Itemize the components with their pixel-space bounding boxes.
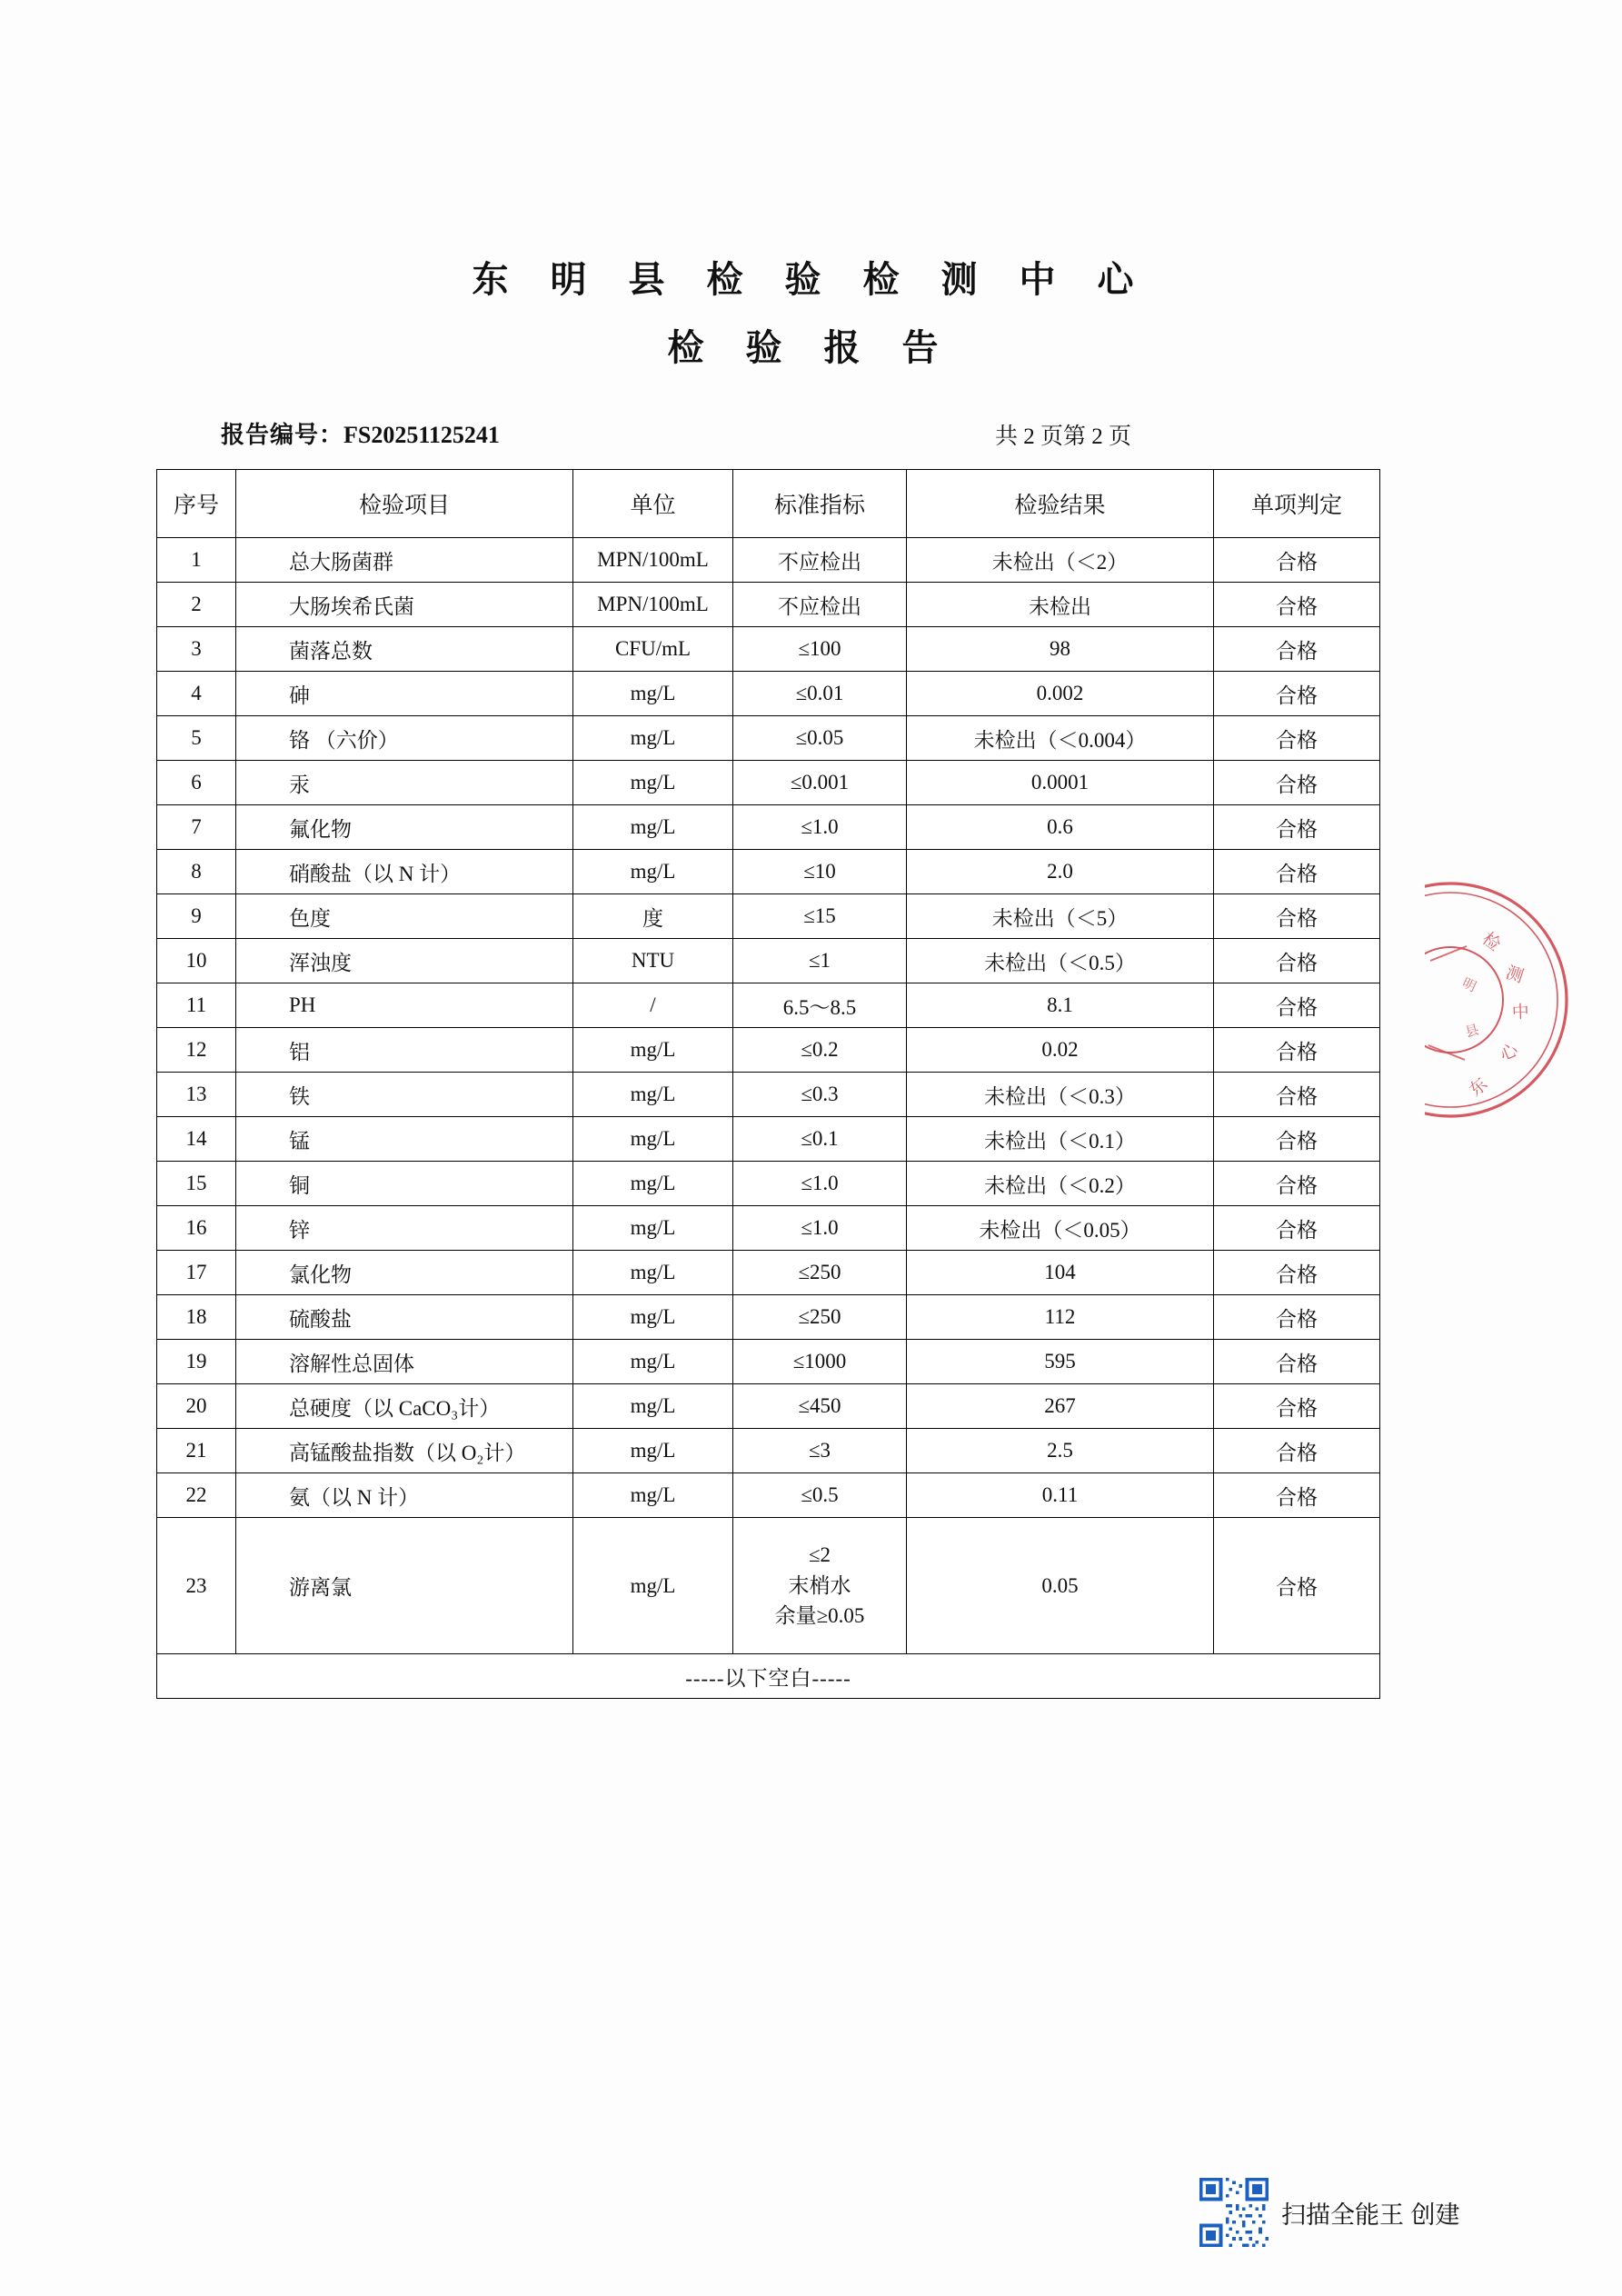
cell-std <box>733 1518 907 1654</box>
cell-judge: 合格 <box>1214 1206 1380 1251</box>
cell-no: 22 <box>157 1473 236 1518</box>
cell-std: ≤100 <box>733 627 907 672</box>
cell-item: 总硬度（以 CaCO₃计） <box>236 1384 573 1429</box>
cell-no: 2 <box>157 583 236 627</box>
cell-unit: mg/L <box>573 716 733 761</box>
col-header-item: 检验项目 <box>236 470 573 538</box>
col-header-unit: 单位 <box>573 470 733 538</box>
cell-judge: 合格 <box>1214 1340 1380 1384</box>
results-table-wrapper <box>156 469 1374 1699</box>
cell-no: 10 <box>157 939 236 983</box>
cell-std: ≤0.001 <box>733 761 907 805</box>
cell-no: 8 <box>157 850 236 894</box>
cell-result: 98 <box>907 627 1214 672</box>
cell-std: ≤0.3 <box>733 1073 907 1117</box>
cell-std: ≤0.2 <box>733 1028 907 1073</box>
cell-std: ≤0.1 <box>733 1117 907 1162</box>
cell-judge: 合格 <box>1214 983 1380 1028</box>
scan-watermark-label: 扫描全能王 创建 <box>1281 2201 1460 2229</box>
cell-result: 0.6 <box>907 805 1214 850</box>
cell-unit: mg/L <box>573 1295 733 1340</box>
cell-unit: mg/L <box>573 805 733 850</box>
cell-no: 9 <box>157 894 236 939</box>
cell-judge: 合格 <box>1214 1473 1380 1518</box>
cell-no: 23 <box>157 1518 236 1654</box>
cell-no: 3 <box>157 627 236 672</box>
cell-unit: mg/L <box>573 1518 733 1654</box>
svg-text:明: 明 <box>1459 976 1478 995</box>
cell-item: 铝 <box>236 1028 573 1073</box>
cell-judge: 合格 <box>1214 850 1380 894</box>
table-row <box>157 672 1380 716</box>
cell-result: 未检出（＜0.05） <box>907 1206 1214 1251</box>
cell-item: 铜 <box>236 1162 573 1206</box>
table-row <box>157 1162 1380 1206</box>
table-header <box>157 470 1380 538</box>
cell-judge: 合格 <box>1214 627 1380 672</box>
results-table <box>156 469 1380 1699</box>
cell-unit: mg/L <box>573 1340 733 1384</box>
cell-judge: 合格 <box>1214 1518 1380 1654</box>
cell-result: 112 <box>907 1295 1214 1340</box>
cell-no: 16 <box>157 1206 236 1251</box>
cell-std: ≤1 <box>733 939 907 983</box>
cell-item: 浑浊度 <box>236 939 573 983</box>
cell-result: 8.1 <box>907 983 1214 1028</box>
col-header-no: 序号 <box>157 470 236 538</box>
cell-unit: mg/L <box>573 1162 733 1206</box>
cell-judge: 合格 <box>1214 805 1380 850</box>
table-row <box>157 1340 1380 1384</box>
cell-no: 4 <box>157 672 236 716</box>
cell-item: PH <box>236 983 573 1028</box>
cell-item: 汞 <box>236 761 573 805</box>
cell-judge: 合格 <box>1214 538 1380 583</box>
svg-text:县: 县 <box>1463 1023 1481 1041</box>
cell-std: 6.5～8.5 <box>733 983 907 1028</box>
cell-item: 氯化物 <box>236 1251 573 1295</box>
table-row <box>157 1251 1380 1295</box>
cell-judge: 合格 <box>1214 1384 1380 1429</box>
report-number <box>221 416 500 450</box>
table-row <box>157 1073 1380 1117</box>
cell-result: 595 <box>907 1340 1214 1384</box>
cell-item: 色度 <box>236 894 573 939</box>
official-seal-icon <box>1425 859 1616 1141</box>
cell-unit: MPN/100mL <box>573 538 733 583</box>
cell-std: ≤250 <box>733 1295 907 1340</box>
cell-unit: mg/L <box>573 1384 733 1429</box>
cell-std: ≤1.0 <box>733 1206 907 1251</box>
cell-result: 0.11 <box>907 1473 1214 1518</box>
cell-std: 不应检出 <box>733 538 907 583</box>
table-row <box>157 538 1380 583</box>
cell-std-line: 末梢水 <box>788 1573 851 1597</box>
cell-unit: mg/L <box>573 1251 733 1295</box>
svg-text:测: 测 <box>1503 963 1527 987</box>
cell-result: 未检出（＜0.004） <box>907 716 1214 761</box>
table-footer-row <box>157 1654 1380 1699</box>
svg-text:中: 中 <box>1511 1003 1530 1023</box>
cell-item: 硝酸盐（以 N 计） <box>236 850 573 894</box>
cell-result: 267 <box>907 1384 1214 1429</box>
cell-item: 砷 <box>236 672 573 716</box>
cell-std: ≤15 <box>733 894 907 939</box>
cell-no: 20 <box>157 1384 236 1429</box>
cell-judge: 合格 <box>1214 939 1380 983</box>
cell-result: 未检出（＜0.5） <box>907 939 1214 983</box>
cell-result: 未检出（＜2） <box>907 538 1214 583</box>
cell-std-line: 余量≥0.05 <box>774 1604 865 1628</box>
cell-no: 15 <box>157 1162 236 1206</box>
cell-item: 溶解性总固体 <box>236 1340 573 1384</box>
cell-judge: 合格 <box>1214 672 1380 716</box>
cell-result: 0.002 <box>907 672 1214 716</box>
table-body <box>157 538 1380 1699</box>
cell-item: 高锰酸盐指数（以 O₂计） <box>236 1429 573 1473</box>
cell-std: 不应检出 <box>733 583 907 627</box>
cell-unit: mg/L <box>573 850 733 894</box>
cell-std: ≤10 <box>733 850 907 894</box>
cell-judge: 合格 <box>1214 1429 1380 1473</box>
report-number-value: FS20251125241 <box>343 422 500 448</box>
table-header-row <box>157 470 1380 538</box>
cell-result: 未检出 <box>907 583 1214 627</box>
cell-result: 0.0001 <box>907 761 1214 805</box>
table-row <box>157 627 1380 672</box>
cell-judge: 合格 <box>1214 1162 1380 1206</box>
cell-result: 未检出（＜0.3） <box>907 1073 1214 1117</box>
col-header-judge: 单项判定 <box>1214 470 1380 538</box>
cell-item: 硫酸盐 <box>236 1295 573 1340</box>
cell-std: ≤1.0 <box>733 1162 907 1206</box>
table-row <box>157 1295 1380 1340</box>
cell-judge: 合格 <box>1214 894 1380 939</box>
cell-judge: 合格 <box>1214 1295 1380 1340</box>
cell-result: 104 <box>907 1251 1214 1295</box>
cell-no: 13 <box>157 1073 236 1117</box>
table-row <box>157 1518 1380 1654</box>
cell-judge: 合格 <box>1214 583 1380 627</box>
table-row <box>157 1206 1380 1251</box>
org-title: 东 明 县 检 验 检 测 中 心 <box>472 259 1150 300</box>
cell-judge: 合格 <box>1214 761 1380 805</box>
cell-no: 12 <box>157 1028 236 1073</box>
cell-std: ≤0.05 <box>733 716 907 761</box>
cell-item: 锰 <box>236 1117 573 1162</box>
svg-text:东: 东 <box>1466 1074 1492 1101</box>
cell-unit: 度 <box>573 894 733 939</box>
cell-judge: 合格 <box>1214 716 1380 761</box>
cell-no: 21 <box>157 1429 236 1473</box>
cell-std: ≤3 <box>733 1429 907 1473</box>
cell-no: 6 <box>157 761 236 805</box>
cell-unit: mg/L <box>573 1028 733 1073</box>
cell-no: 11 <box>157 983 236 1028</box>
cell-result: 0.05 <box>907 1518 1214 1654</box>
table-row <box>157 1473 1380 1518</box>
table-row <box>157 894 1380 939</box>
cell-judge: 合格 <box>1214 1028 1380 1073</box>
cell-unit: mg/L <box>573 1117 733 1162</box>
cell-std: ≤1000 <box>733 1340 907 1384</box>
qr-code-icon <box>1199 2178 1269 2247</box>
page-count: 共 2 页第 2 页 <box>995 424 1132 449</box>
cell-item: 铁 <box>236 1073 573 1117</box>
cell-result: 未检出（＜5） <box>907 894 1214 939</box>
table-row <box>157 1117 1380 1162</box>
cell-result: 未检出（＜0.1） <box>907 1117 1214 1162</box>
cell-item: 氨（以 N 计） <box>236 1473 573 1518</box>
cell-std: ≤1.0 <box>733 805 907 850</box>
cell-judge: 合格 <box>1214 1117 1380 1162</box>
cell-item: 锌 <box>236 1206 573 1251</box>
cell-std: ≤0.5 <box>733 1473 907 1518</box>
cell-unit: mg/L <box>573 672 733 716</box>
cell-judge: 合格 <box>1214 1073 1380 1117</box>
cell-item: 游离氯 <box>236 1518 573 1654</box>
svg-text:心: 心 <box>1498 1041 1521 1065</box>
report-number-label: 报告编号： <box>221 422 344 448</box>
table-row <box>157 1028 1380 1073</box>
cell-judge: 合格 <box>1214 1251 1380 1295</box>
cell-item: 菌落总数 <box>236 627 573 672</box>
cell-unit: mg/L <box>573 1206 733 1251</box>
cell-item: 氟化物 <box>236 805 573 850</box>
cell-result: 2.0 <box>907 850 1214 894</box>
cell-unit: mg/L <box>573 1073 733 1117</box>
table-row <box>157 1429 1380 1473</box>
cell-unit: / <box>573 983 733 1028</box>
cell-unit: CFU/mL <box>573 627 733 672</box>
cell-std: ≤250 <box>733 1251 907 1295</box>
blank-note: -----以下空白----- <box>157 1654 1380 1699</box>
cell-unit: mg/L <box>573 1473 733 1518</box>
cell-result: 2.5 <box>907 1429 1214 1473</box>
cell-result: 0.02 <box>907 1028 1214 1073</box>
cell-no: 7 <box>157 805 236 850</box>
table-row <box>157 983 1380 1028</box>
col-header-result: 检验结果 <box>907 470 1214 538</box>
table-row <box>157 805 1380 850</box>
page-title: 检 验 报 告 <box>667 327 955 368</box>
cell-std: ≤0.01 <box>733 672 907 716</box>
cell-unit: MPN/100mL <box>573 583 733 627</box>
table-row <box>157 761 1380 805</box>
table-row <box>157 716 1380 761</box>
cell-item: 铬 （六价） <box>236 716 573 761</box>
cell-unit: mg/L <box>573 1429 733 1473</box>
table-row <box>157 583 1380 627</box>
cell-std-line: ≤2 <box>808 1543 831 1567</box>
cell-std: ≤450 <box>733 1384 907 1429</box>
scan-watermark <box>1199 2174 1563 2251</box>
cell-item: 大肠埃希氏菌 <box>236 583 573 627</box>
cell-no: 19 <box>157 1340 236 1384</box>
table-row <box>157 850 1380 894</box>
cell-no: 17 <box>157 1251 236 1295</box>
table-row <box>157 939 1380 983</box>
cell-unit: NTU <box>573 939 733 983</box>
cell-unit: mg/L <box>573 761 733 805</box>
cell-no: 5 <box>157 716 236 761</box>
cell-item: 总大肠菌群 <box>236 538 573 583</box>
table-row <box>157 1384 1380 1429</box>
svg-text:检: 检 <box>1478 929 1504 955</box>
col-header-std: 标准指标 <box>733 470 907 538</box>
cell-no: 18 <box>157 1295 236 1340</box>
cell-no: 14 <box>157 1117 236 1162</box>
cell-no: 1 <box>157 538 236 583</box>
cell-result: 未检出（＜0.2） <box>907 1162 1214 1206</box>
